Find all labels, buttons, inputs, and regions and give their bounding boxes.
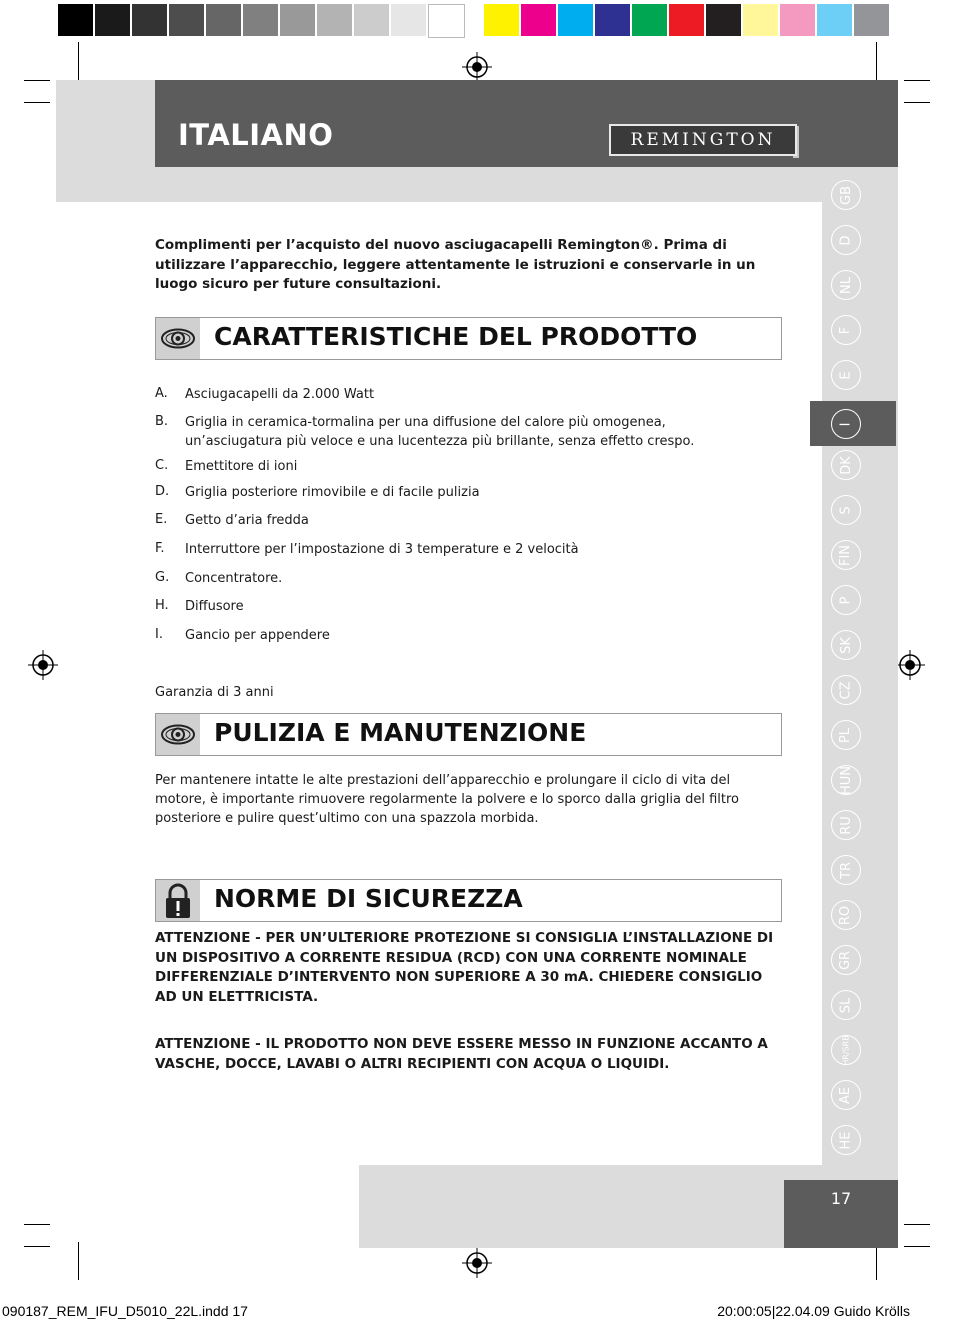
safety-warning-water: ATTENZIONE - IL PRODOTTO NON DEVE ESSERE MESSO IN FUNZIONE ACCANTO A VASCHE, DOCCE, LAVABI O ALTRI RECIPIENTI CON ACQUA O LIQUIDI. — [155, 1036, 768, 1072]
language-tab-ru[interactable] — [831, 810, 861, 840]
crop-mark — [876, 42, 877, 80]
cleaning-text: Per mantenere intatte le alte prestazioni dell’apparecchio e prolungare il ciclo di vita del motore, è importante rimuovere regolarmente la polvere e lo sporco dalla griglia del filtro posteriore e pulire quest’ultimo con una spazzola morbida. — [155, 773, 739, 826]
crop-mark — [24, 80, 50, 81]
feature-text: Griglia posteriore rimovibile e di facile pulizia — [185, 485, 480, 500]
language-tab-label: PL — [838, 727, 854, 743]
color-swatch — [132, 4, 167, 36]
feature-letter: F. — [155, 541, 165, 556]
crop-mark — [904, 1224, 930, 1225]
feature-letter: C. — [155, 458, 169, 473]
section-title: CARATTERISTICHE DEL PRODOTTO — [214, 322, 698, 351]
color-swatch — [206, 4, 241, 36]
language-tab-label: TR — [838, 861, 854, 879]
feature-letter: E. — [155, 512, 168, 527]
crop-mark — [904, 1246, 930, 1247]
language-tab-p[interactable] — [831, 585, 861, 615]
warning-lock-icon — [156, 880, 200, 921]
language-tab-he[interactable] — [831, 1125, 861, 1155]
language-tab-label: HUN — [838, 765, 854, 795]
language-tab-i[interactable] — [831, 409, 861, 439]
language-tab-label: E — [838, 370, 854, 380]
color-swatch — [595, 4, 630, 36]
color-swatch — [317, 4, 352, 36]
page-number: 17 — [784, 1180, 898, 1248]
section-header-safety — [155, 879, 782, 922]
language-tab-nl[interactable] — [831, 270, 861, 300]
language-tab-label: I — [838, 422, 854, 426]
eye-icon — [156, 714, 200, 755]
language-tab-label: HE — [838, 1131, 854, 1149]
language-tab-sk[interactable] — [831, 630, 861, 660]
feature-text: Emettitore di ioni — [185, 459, 298, 474]
language-tab-label: HR/SRB — [841, 1034, 851, 1066]
language-tab-tr[interactable] — [831, 855, 861, 885]
color-swatch — [780, 4, 815, 36]
color-swatch — [95, 4, 130, 36]
header-band-bottom — [155, 167, 822, 202]
section-header-features — [155, 317, 782, 360]
crop-mark — [78, 1242, 79, 1280]
crop-mark — [24, 1246, 50, 1247]
feature-letter: I. — [155, 627, 163, 642]
language-tab-dk[interactable] — [831, 450, 861, 480]
language-tab-d[interactable] — [831, 225, 861, 255]
section-title: PULIZIA E MANUTENZIONE — [214, 718, 587, 747]
intro-text: Complimenti per l’acquisto del nuovo asciugacapelli Remington®. Prima di utilizzare l’apparecchio, leggere attentamente le istruzioni e conservarle in un luogo sicuro per future consultazioni. — [155, 237, 756, 292]
language-tab-label: RU — [838, 815, 854, 835]
language-tab-label: DK — [838, 455, 854, 475]
language-tab-label: P — [838, 596, 854, 604]
registration-mark-icon — [462, 1248, 492, 1278]
language-tab-label: RO — [838, 905, 854, 925]
crop-mark — [904, 102, 930, 103]
color-swatch — [743, 4, 778, 36]
color-swatch — [354, 4, 389, 36]
language-tab-label: FIN — [838, 544, 854, 566]
language-tab-label: S — [838, 505, 854, 515]
color-swatch — [428, 4, 465, 38]
language-tab-label: NL — [838, 276, 854, 294]
feature-letter: G. — [155, 570, 170, 585]
timestamp-slug: 20:00:05|22.04.09 Guido Krölls — [717, 1303, 910, 1319]
language-tab-label: F — [838, 326, 854, 334]
color-swatch — [558, 4, 593, 36]
color-swatch — [706, 4, 741, 36]
language-tab-label: AE — [838, 1086, 854, 1104]
color-swatch — [484, 4, 519, 36]
file-slug: 090187_REM_IFU_D5010_22L.indd 17 — [2, 1303, 248, 1319]
section-title: NORME DI SICUREZZA — [214, 884, 523, 913]
color-swatch — [817, 4, 852, 36]
color-swatch — [280, 4, 315, 36]
feature-text: Getto d’aria fredda — [185, 513, 309, 528]
feature-text: Asciugacapelli da 2.000 Watt — [185, 387, 375, 402]
color-swatch — [391, 4, 426, 36]
brand-logo: REMINGTON — [609, 124, 797, 156]
feature-text: Concentratore. — [185, 571, 283, 586]
crop-mark — [24, 1224, 50, 1225]
color-swatch — [521, 4, 556, 36]
color-swatch — [58, 4, 93, 36]
feature-text: Diffusore — [185, 599, 244, 614]
warranty-text: Garanzia di 3 anni — [155, 685, 274, 700]
header-band-left — [56, 80, 155, 202]
color-swatch — [854, 4, 889, 36]
feature-text: Interruttore per l’impostazione di 3 temperature e 2 velocità — [185, 542, 579, 557]
language-tab-gr[interactable] — [831, 945, 861, 975]
language-tab-label: GR — [838, 950, 854, 970]
language-tab-f[interactable] — [831, 315, 861, 345]
language-tab-label: GB — [838, 185, 854, 205]
feature-letter: H. — [155, 598, 169, 613]
feature-text: Gancio per appendere — [185, 628, 330, 643]
language-tab-s[interactable] — [831, 495, 861, 525]
registration-mark-icon — [895, 650, 925, 680]
registration-mark-icon — [28, 650, 58, 680]
language-tab-sl[interactable] — [831, 990, 861, 1020]
crop-mark — [24, 102, 50, 103]
language-tab-gb[interactable] — [831, 180, 861, 210]
language-tab-label: D — [838, 234, 854, 246]
feature-letter: A. — [155, 386, 168, 401]
page-title: ITALIANO — [178, 118, 334, 152]
eye-icon — [156, 318, 200, 359]
color-swatch — [669, 4, 704, 36]
feature-text: Griglia in ceramica-tormalina per una diffusione del calore più omogenea, un’asciugatura più veloce e una lucentezza più brillante, senza effetto crespo. — [185, 415, 695, 449]
language-tab-label: CZ — [838, 681, 854, 699]
feature-letter: B. — [155, 414, 169, 429]
registration-mark-icon — [462, 52, 492, 82]
crop-mark — [904, 80, 930, 81]
language-tab-ae[interactable] — [831, 1080, 861, 1110]
section-header-cleaning — [155, 713, 782, 756]
language-tab-label: SK — [838, 636, 854, 654]
color-swatch — [632, 4, 667, 36]
color-swatch — [243, 4, 278, 36]
language-tab-hr-srb[interactable] — [831, 1035, 861, 1065]
feature-letter: D. — [155, 484, 170, 499]
crop-mark — [78, 42, 79, 80]
color-swatch — [169, 4, 204, 36]
language-tab-cz[interactable] — [831, 675, 861, 705]
language-tab-fin[interactable] — [831, 540, 861, 570]
language-tab-label: SL — [838, 997, 854, 1013]
language-tab-pl[interactable] — [831, 720, 861, 750]
language-sidebar — [822, 167, 898, 1165]
safety-warning-rcd: ATTENZIONE - PER UN’ULTERIORE PROTEZIONE SI CONSIGLIA L’INSTALLAZIONE DI UN DISPOSITIVO A CORRENTE RESIDUA (RCD) CON UNA CORRENTE NOMINALE DIFFERENZIALE D’INTERVENTO NON SUPERIORE A 30 mA. CHIEDERE CONSIGLIO AD UN ELETTRICISTA. — [155, 930, 774, 1005]
language-tab-ro[interactable] — [831, 900, 861, 930]
language-tab-e[interactable] — [831, 360, 861, 390]
language-tab-hun[interactable] — [831, 765, 861, 795]
